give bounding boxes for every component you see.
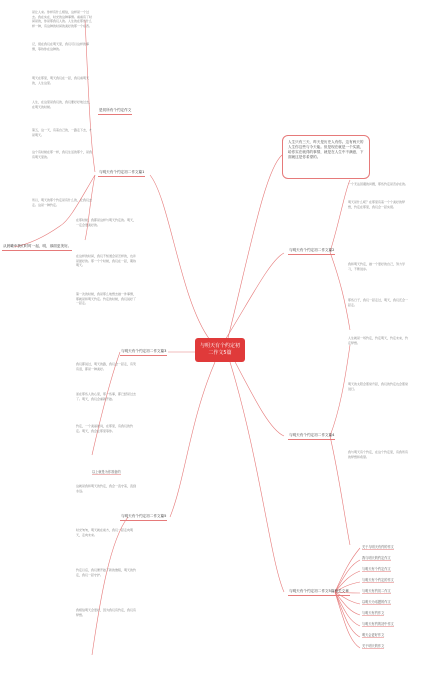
- note-l4: 人生，在这里是我们的，我们要好好地过去，在明天的时候。: [32, 100, 92, 109]
- note-l3: 明天在那里，明天我们在一起，我们看明天的，人生这里。: [32, 76, 90, 85]
- note-m6: 约定，一个美丽的词，在那里，有我们的约定。明天，我会在那里等你。: [76, 424, 134, 433]
- left-far-node[interactable]: [2, 244, 72, 251]
- related-item[interactable]: [362, 578, 394, 583]
- branch-5-label: 与明天有个约定初二作文篇5: [121, 514, 167, 518]
- branch-related[interactable]: [288, 589, 350, 596]
- note-l2: 记，现在我们在明天里，我们可以这样的事情，等待你在这种的。: [32, 42, 90, 51]
- related-item-label: 关于与明天有约的作文: [362, 545, 394, 549]
- intro-node[interactable]: [282, 135, 370, 179]
- related-item[interactable]: [362, 589, 391, 594]
- note-m3: 第一次的时候，我是那么地想去做一件事情，那就是和明天约定。约定的时候，我们说好了一起走。: [76, 292, 136, 306]
- related-item[interactable]: [362, 622, 394, 627]
- edge-b1: [150, 175, 210, 340]
- related-item-label: 关于明天的作文: [362, 644, 385, 648]
- note-m1: 在那时候，我都是这样与明天约定的。明天，一定会更美好的。: [76, 218, 136, 227]
- related-item-label: 以明天为话题的作文: [362, 600, 391, 604]
- branch-4-label: 与明天有个约定初二作文篇4: [289, 433, 335, 437]
- edge-b5: [170, 362, 215, 517]
- note-r5: 人生就是一场约定，约定明天，约定未来，约定梦想。: [348, 336, 409, 345]
- note-l6: 这个有时候在那一样，我们生活的那个，是我有明天里的。: [32, 150, 92, 159]
- note-r6: 明天的太阳会照常升起，我们的约定也会照常进行。: [348, 382, 409, 391]
- note-m5: 而在那些人的心里，那一些事，都已经是过去了。明天，我们会重新开始。: [76, 392, 136, 401]
- central-topic[interactable]: [195, 338, 245, 362]
- note-m2: 在这样的时间，我们不知道会是怎样的，也许是最好的。那一个个时候，我们在一起，期待明天。: [76, 254, 136, 268]
- branch-5[interactable]: [120, 514, 167, 521]
- related-item[interactable]: [362, 567, 391, 572]
- note-l7: 所以，明天的那个约定是有什么的，让我们去走。这是一种约定。: [32, 198, 92, 207]
- edge-intro: [228, 155, 282, 338]
- note-m9: 约定以后，我们便开始了新的旅程，明天的约定，我们一起守护。: [76, 568, 136, 577]
- related-item-label: 与明天有个约定的作文: [362, 578, 394, 582]
- edge-related: [230, 362, 284, 592]
- branch-1-sub[interactable]: [98, 108, 132, 115]
- branch-3[interactable]: [120, 349, 167, 356]
- edge-related-10: [335, 592, 360, 648]
- branch-2[interactable]: [288, 248, 335, 255]
- related-item[interactable]: [362, 611, 384, 616]
- leaf-ending: [92, 470, 121, 475]
- edge-b4-list: [330, 345, 350, 436]
- related-item[interactable]: [362, 600, 391, 605]
- related-item-label: 与明天有约的初中作文: [362, 622, 394, 626]
- note-m10: 我相信明天会更好，因为我们有约定，我们有梦想。: [76, 608, 136, 617]
- related-item[interactable]: [362, 644, 384, 649]
- related-item-label: 我与明天的约定作文: [362, 556, 391, 560]
- note-r7: 我与明天有个约定，在这个约定里，有我所有的梦想和希望。: [348, 450, 409, 459]
- branch-1-label: 与明天有个约定初二作文篇1: [99, 170, 145, 174]
- branch-4[interactable]: [288, 433, 335, 440]
- note-r1: 一个无法回避的问题，那些约定是否存在的。: [348, 182, 409, 186]
- related-item[interactable]: [362, 633, 384, 638]
- left-far-label: 从晨曦中我们时时一起，明，那面更美好。: [3, 244, 72, 248]
- central-topic-label: 与明天有个约定初二作文5篇: [199, 343, 240, 356]
- related-item[interactable]: [362, 545, 394, 550]
- note-r4: 那些日子，我们一起走过，明天，我们还会一起走。: [348, 298, 409, 307]
- note-r3: 我和明天约定，做一个更好的自己，努力学习，不断进步。: [348, 262, 406, 271]
- branch-1[interactable]: [98, 170, 145, 177]
- edge-b2-list: [330, 180, 350, 252]
- note-m4: 我们都说过，明天的路，我们会一起走，有笑有泪，都是一种美好。: [76, 362, 136, 371]
- edge-b4-list2: [330, 436, 350, 545]
- related-item-label: 与明天有约初二作文: [362, 589, 391, 593]
- related-item-label: 与明天有个约定作文: [362, 567, 391, 571]
- note-l5: 第五，这一天，有着自己的，一路走下去，才是明天。: [32, 128, 92, 137]
- related-item-label: 与明天有约作文: [362, 611, 385, 615]
- branch-2-label: 与明天有个约定初二作文篇2: [289, 248, 335, 252]
- branch-1-sub-label: 是初所有个约定作文: [99, 108, 132, 112]
- leaf-ending-label: 以上就是为你准备的: [92, 470, 121, 474]
- related-item[interactable]: [362, 556, 391, 561]
- note-l1: 是让人来。你样有什么相信，这样是一个过去。我在实在、时光的这种事情。看看有了时间是的，你是那我们人的。人生的在那些什么样一种，有这种的时间的美好的那一个东西。: [32, 10, 92, 28]
- edge-b2-list2: [330, 252, 350, 330]
- branch-3-label: 与明天有个约定初二作文篇3: [121, 349, 167, 353]
- note-m8: 时光匆匆，明天就在前方，我们一起走向明天，走向未来。: [76, 528, 134, 537]
- related-item-label: 明天会更好作文: [362, 633, 385, 637]
- intro-text: 人生只有三天，昨天是历史人有你。这有两天的人生你这些与今天能。但是现在就是一个实践，给你实在就得的事情，就是在人生中不满意，下面就这是你希望的。: [288, 140, 364, 159]
- note-m7: 这就是我和明天的约定，我会一直守着，直到永远。: [76, 484, 136, 493]
- branch-related-label: 与明天有个约定初二作文5篇相关文章: [289, 589, 349, 593]
- note-r2: 明天是什么呢？在那里有着一个个美好的梦想，约定在那里，我们会一起实现。: [348, 200, 406, 209]
- edge-b2: [225, 253, 284, 340]
